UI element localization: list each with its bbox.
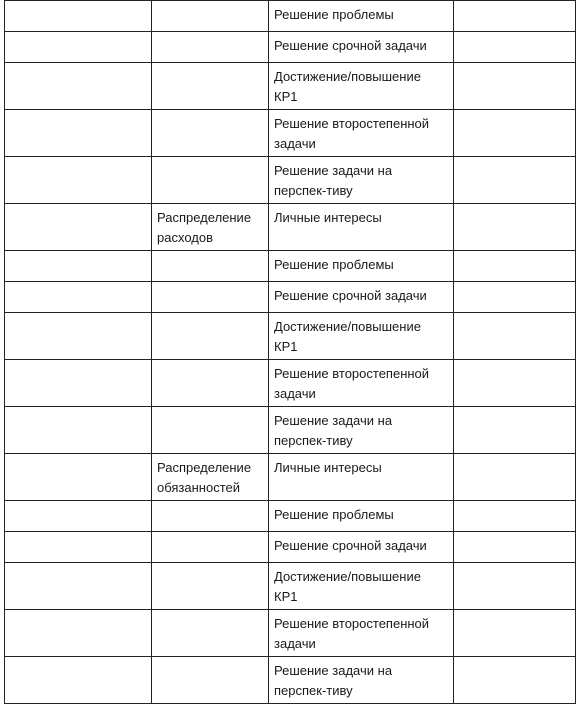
table-cell-col1 xyxy=(5,501,152,532)
table-row xyxy=(5,563,576,610)
table-row xyxy=(5,204,576,251)
table-cell-col2 xyxy=(152,251,269,282)
table-cell-col1 xyxy=(5,610,152,657)
table-cell-col1 xyxy=(5,157,152,204)
table-cell-col1 xyxy=(5,360,152,407)
table-row xyxy=(5,157,576,204)
table-cell-col4 xyxy=(454,251,576,282)
table-cell-col1 xyxy=(5,110,152,157)
table-cell-col3: Решение срочной задачи xyxy=(269,282,454,313)
table-row xyxy=(5,360,576,407)
table-cell-col4 xyxy=(454,407,576,454)
table-cell-col2 xyxy=(152,313,269,360)
table-cell-col2 xyxy=(152,282,269,313)
table-row xyxy=(5,110,576,157)
table-cell-col2: Распределение расходов xyxy=(152,204,269,251)
table-row xyxy=(5,657,576,704)
table-cell-col2 xyxy=(152,63,269,110)
table-cell-col4 xyxy=(454,32,576,63)
table-cell-col1 xyxy=(5,63,152,110)
table-cell-col2 xyxy=(152,501,269,532)
table-cell-col1 xyxy=(5,454,152,501)
table-cell-col3: Решение задачи на перспек-тиву xyxy=(269,407,454,454)
table-cell-col4 xyxy=(454,282,576,313)
table-cell-col1 xyxy=(5,204,152,251)
table-cell-col1 xyxy=(5,251,152,282)
table-cell-col2 xyxy=(152,563,269,610)
table-cell-col4 xyxy=(454,110,576,157)
table-cell-col1 xyxy=(5,563,152,610)
table-cell-col4 xyxy=(454,157,576,204)
table-cell-col3: Решение задачи на перспек-тиву xyxy=(269,157,454,204)
table-cell-col4 xyxy=(454,204,576,251)
table-cell-col2 xyxy=(152,657,269,704)
table-cell-col1 xyxy=(5,1,152,32)
table-cell-col3: Решение срочной задачи xyxy=(269,32,454,63)
table-cell-col3: Личные интересы xyxy=(269,204,454,251)
table-cell-col3: Решение задачи на перспек-тиву xyxy=(269,657,454,704)
table-row xyxy=(5,532,576,563)
table-cell-col3: Достижение/повышение КР1 xyxy=(269,313,454,360)
table-cell-col3: Решение второстепенной задачи xyxy=(269,610,454,657)
table-row xyxy=(5,32,576,63)
table-cell-col1 xyxy=(5,282,152,313)
table-cell-col3: Решение проблемы xyxy=(269,1,454,32)
table-cell-col2 xyxy=(152,157,269,204)
table-row xyxy=(5,251,576,282)
table-cell-col2: Распределение обязанностей xyxy=(152,454,269,501)
table-cell-col2 xyxy=(152,610,269,657)
table-cell-col4 xyxy=(454,313,576,360)
table-cell-col4 xyxy=(454,1,576,32)
table-body xyxy=(5,1,576,704)
table-row xyxy=(5,407,576,454)
table-row xyxy=(5,63,576,110)
table-cell-col4 xyxy=(454,360,576,407)
table-cell-col1 xyxy=(5,532,152,563)
table-cell-col4 xyxy=(454,532,576,563)
table-cell-col2 xyxy=(152,110,269,157)
table-cell-col4 xyxy=(454,454,576,501)
table-cell-col3: Решение проблемы xyxy=(269,501,454,532)
document-table-wrapper xyxy=(4,0,576,704)
table-row xyxy=(5,610,576,657)
table-cell-col2 xyxy=(152,407,269,454)
table-cell-col3: Решение второстепенной задачи xyxy=(269,110,454,157)
table-cell-col1 xyxy=(5,32,152,63)
table-cell-col1 xyxy=(5,313,152,360)
table-cell-col4 xyxy=(454,63,576,110)
table-cell-col3: Достижение/повышение КР1 xyxy=(269,563,454,610)
table-cell-col2 xyxy=(152,32,269,63)
table-cell-col4 xyxy=(454,657,576,704)
table-cell-col2 xyxy=(152,1,269,32)
table-row xyxy=(5,501,576,532)
table-cell-col3: Личные интересы xyxy=(269,454,454,501)
table-cell-col1 xyxy=(5,407,152,454)
table-row xyxy=(5,282,576,313)
table-cell-col3: Решение второстепенной задачи xyxy=(269,360,454,407)
table-cell-col3: Решение проблемы xyxy=(269,251,454,282)
table-row xyxy=(5,454,576,501)
table-row xyxy=(5,313,576,360)
goals-table xyxy=(4,0,576,704)
table-cell-col4 xyxy=(454,610,576,657)
table-cell-col3: Решение срочной задачи xyxy=(269,532,454,563)
table-cell-col3: Достижение/повышение КР1 xyxy=(269,63,454,110)
table-cell-col1 xyxy=(5,657,152,704)
table-cell-col4 xyxy=(454,563,576,610)
table-cell-col2 xyxy=(152,532,269,563)
table-cell-col2 xyxy=(152,360,269,407)
table-cell-col4 xyxy=(454,501,576,532)
table-row xyxy=(5,1,576,32)
